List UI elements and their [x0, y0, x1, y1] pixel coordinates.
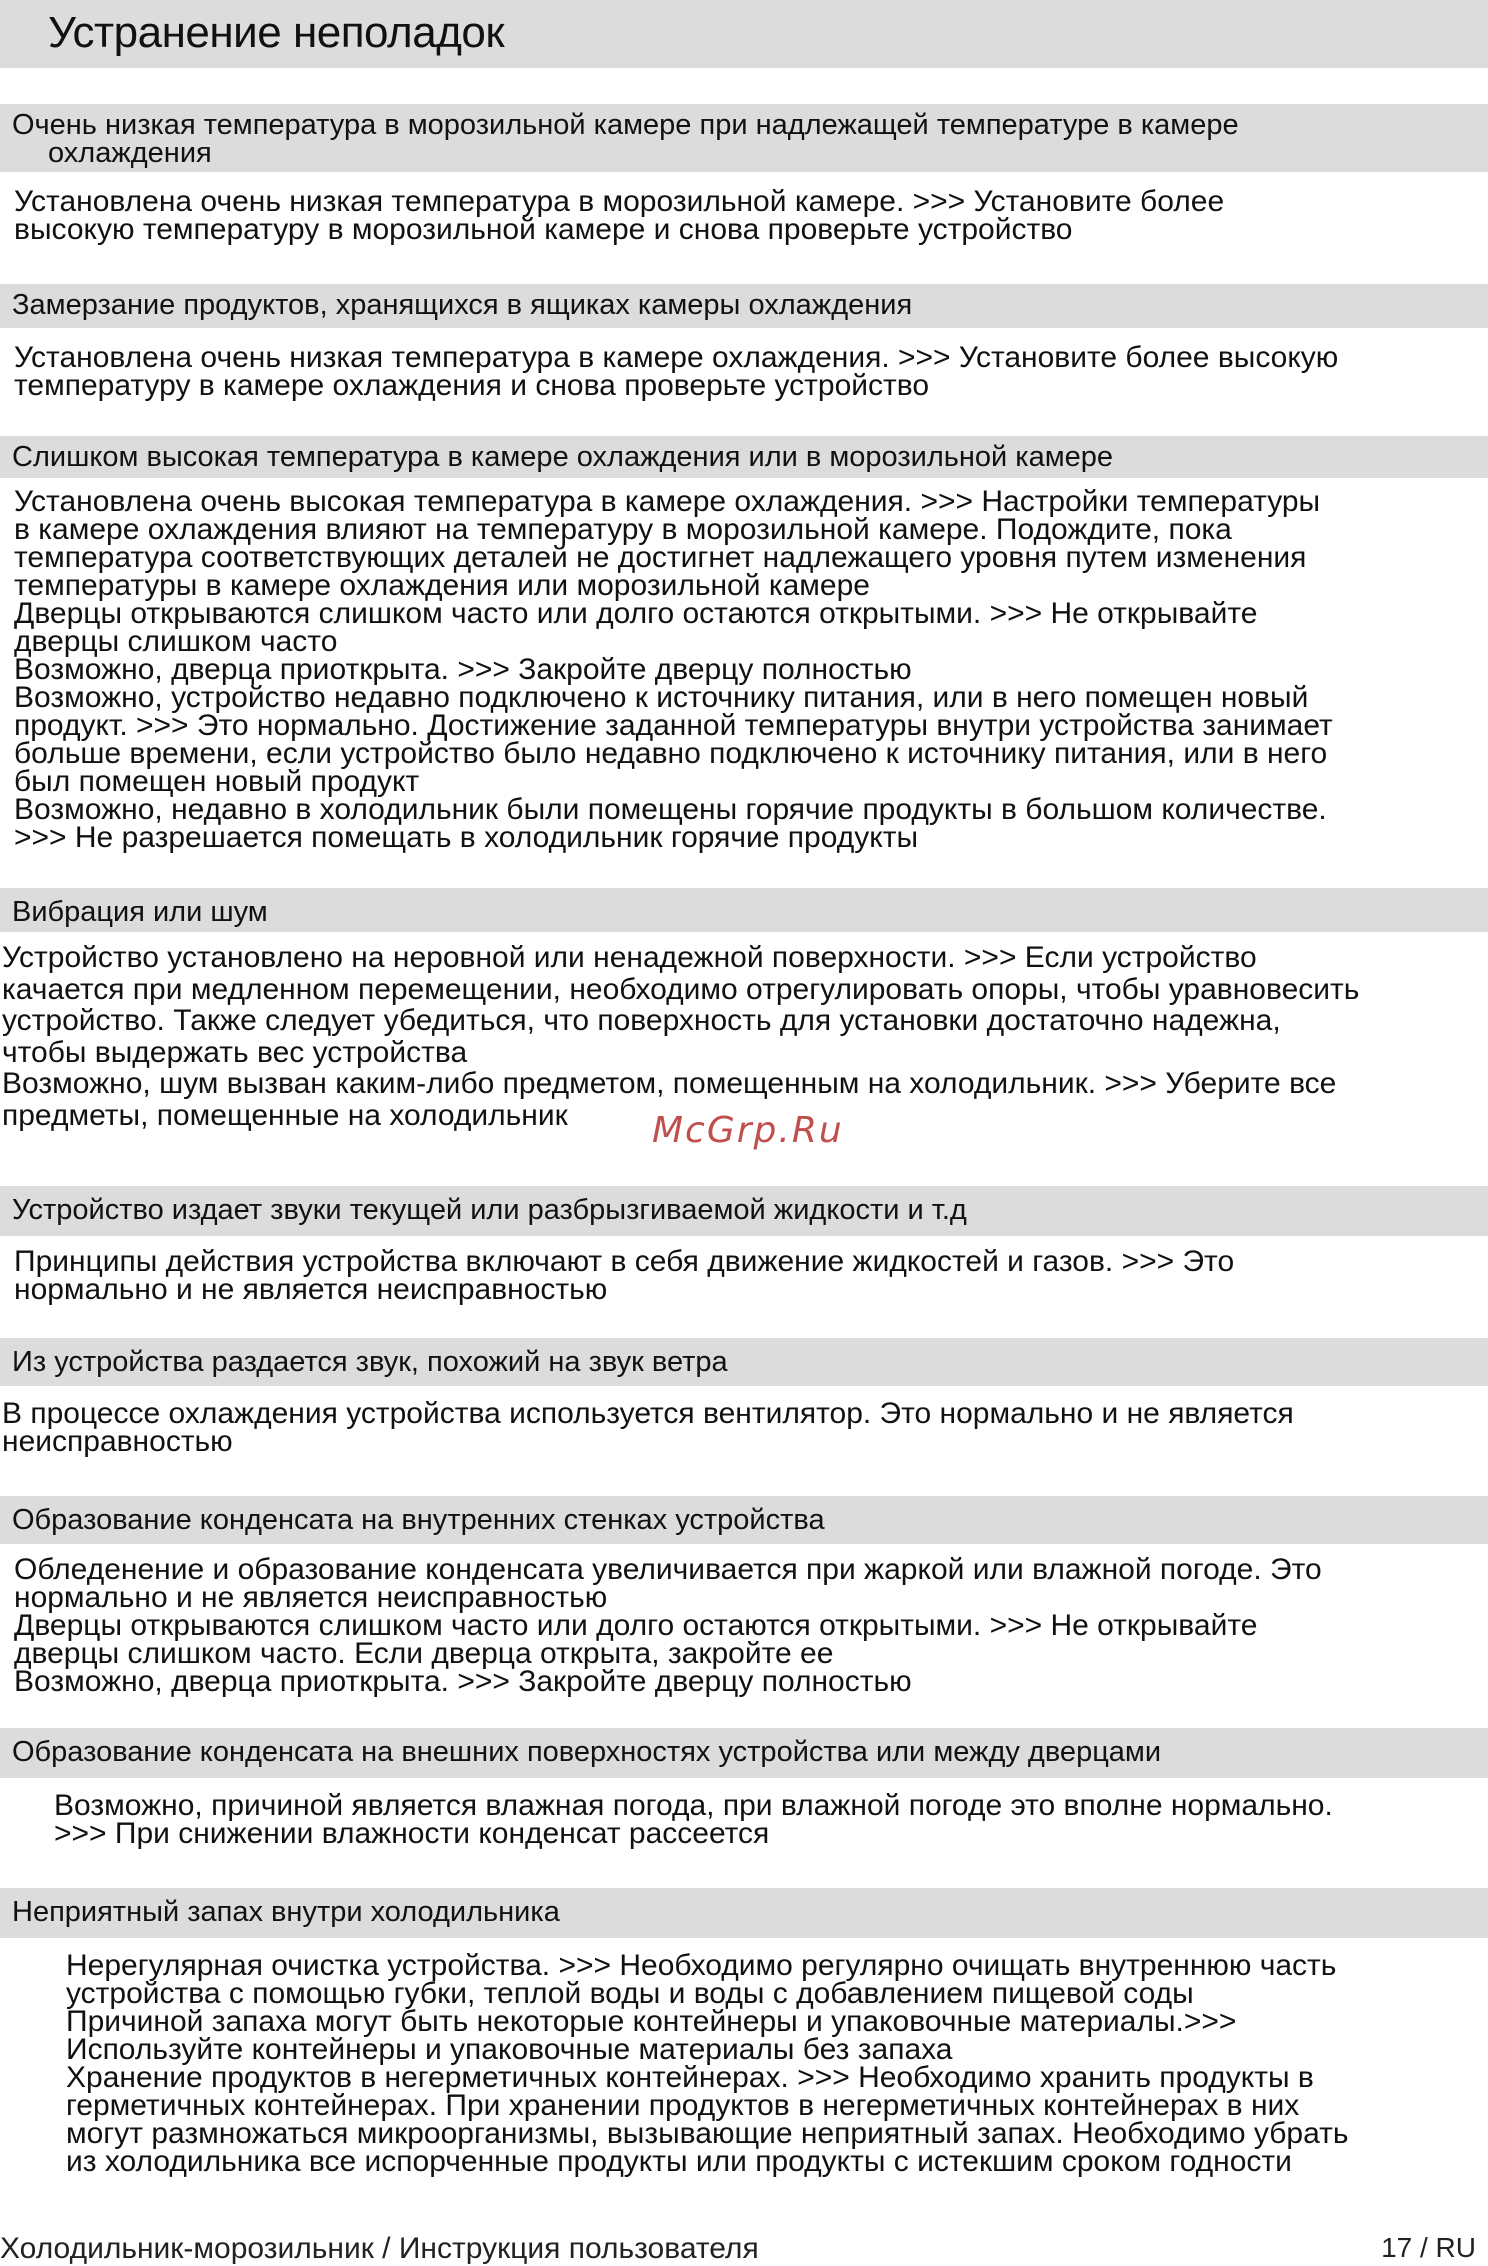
- body-line: качается при медленном перемещении, необходимо отрегулировать опоры, чтобы уравновесить: [2, 972, 1360, 1006]
- body-line: температуры в камере охлаждения или морозильной камере: [14, 569, 870, 602]
- section-header: [0, 1728, 1488, 1778]
- footer-page-number: 17 / RU: [1381, 2232, 1476, 2263]
- body-line: Принципы действия устройства включают в себя движение жидкостей и газов. >>> Это: [14, 1245, 1235, 1278]
- body-line: Причиной запаха могут быть некоторые контейнеры и упаковочные материалы.>>>: [66, 2005, 1237, 2038]
- body-line: >>> Не разрешается помещать в холодильник горячие продукты: [14, 821, 919, 854]
- watermark: McGrp.Ru: [652, 1110, 844, 1151]
- section-header-line: Образование конденсата на внутренних стенках устройства: [12, 1504, 825, 1536]
- body-line: Установлена очень высокая температура в камере охлаждения. >>> Настройки температуры: [14, 485, 1321, 518]
- body-line: В процессе охлаждения устройства используется вентилятор. Это нормально и не является: [2, 1397, 1294, 1430]
- section-header-line: Вибрация или шум: [12, 896, 268, 928]
- body-line: Обледенение и образование конденсата увеличивается при жаркой или влажной погоде. Это: [14, 1553, 1322, 1586]
- page-title-bar: [0, 0, 1488, 68]
- section-header-line: Очень низкая температура в морозильной камере при надлежащей температуре в камере: [12, 109, 1239, 141]
- section-body: [2, 1397, 1294, 1458]
- section-body: [54, 1789, 1333, 1850]
- body-line: больше времени, если устройство было недавно подключено к источнику питания, или в него: [14, 737, 1328, 770]
- section-header-line: Слишком высокая температура в камере охлаждения или в морозильной камере: [12, 441, 1114, 473]
- body-line: температура соответствующих деталей не достигнет надлежащего уровня путем изменения: [14, 541, 1307, 574]
- body-line: Установлена очень низкая температура в камере охлаждения. >>> Установите более высокую: [14, 341, 1339, 374]
- body-line: неисправностью: [2, 1425, 233, 1458]
- section-body: [66, 1949, 1349, 2178]
- section-body: [14, 485, 1333, 854]
- body-line: нормально и не является неисправностью: [14, 1273, 608, 1306]
- body-line: Возможно, дверца приоткрыта. >>> Закройте дверцу полностью: [14, 653, 912, 686]
- body-line: Возможно, недавно в холодильник были помещены горячие продукты в большом количестве.: [14, 793, 1327, 826]
- body-line: Возможно, шум вызван каким-либо предметом, помещенным на холодильник. >>> Уберите все: [2, 1067, 1337, 1100]
- body-line: Возможно, дверца приоткрыта. >>> Закройте дверцу полностью: [14, 1665, 912, 1698]
- section-body: [14, 1553, 1322, 1698]
- body-line: Установлена очень низкая температура в морозильной камере. >>> Установите более: [14, 185, 1225, 218]
- body-line: Хранение продуктов в негерметичных контейнерах. >>> Необходимо хранить продукты в: [66, 2061, 1314, 2094]
- body-line: дверцы слишком часто. Если дверца открыта, закройте ее: [14, 1637, 834, 1670]
- body-line: Используйте контейнеры и упаковочные материалы без запаха: [66, 2033, 953, 2066]
- body-line: устройство. Также следует убедиться, что поверхность для установки достаточно надежна,: [2, 1004, 1281, 1037]
- section-header-line: Неприятный запах внутри холодильника: [12, 1896, 560, 1928]
- body-line: >>> При снижении влажности конденсат рассеется: [54, 1817, 770, 1850]
- body-line: нормально и не является неисправностью: [14, 1581, 608, 1614]
- body-line: из холодильника все испорченные продукты или продукты с истекшим сроком годности: [66, 2145, 1292, 2178]
- section-header: [0, 436, 1488, 478]
- body-line: могут размножаться микроорганизмы, вызывающие неприятный запах. Необходимо убрать: [66, 2117, 1349, 2150]
- section-body: [14, 1245, 1235, 1306]
- section-header-line: Замерзание продуктов, хранящихся в ящиках камеры охлаждения: [12, 289, 913, 321]
- section-header: [0, 1338, 1488, 1386]
- section-body: [14, 185, 1225, 246]
- section-header: [0, 284, 1488, 328]
- body-line: предметы, помещенные на холодильник: [2, 1098, 568, 1132]
- section-body: [2, 942, 1359, 1131]
- section-header: [0, 1888, 1488, 1938]
- section-header-line: охлаждения: [48, 137, 212, 169]
- body-line: был помещен новый продукт: [14, 765, 420, 798]
- body-line: Нерегулярная очистка устройства. >>> Необходимо регулярно очищать внутреннюю часть: [66, 1949, 1337, 1982]
- section-header: [0, 1496, 1488, 1544]
- section-header-line: Образование конденсата на внешних поверхностях устройства или между дверцами: [12, 1736, 1162, 1768]
- body-line: в камере охлаждения влияют на температуру в морозильной камере. Подождите, пока: [14, 513, 1232, 546]
- body-line: герметичных контейнерах. При хранении продуктов в негерметичных контейнерах в них: [66, 2089, 1300, 2122]
- section-body: [14, 341, 1339, 402]
- body-line: дверцы слишком часто: [14, 625, 338, 658]
- section-header-line: Устройство издает звуки текущей или разбрызгиваемой жидкости и т.д: [12, 1194, 967, 1226]
- footer-document-title: Холодильник-морозильник / Инструкция пользователя: [0, 2232, 759, 2265]
- body-line: Возможно, причиной является влажная погода, при влажной погоде это вполне нормально.: [54, 1789, 1333, 1822]
- body-line: продукт. >>> Это нормально. Достижение заданной температуры внутри устройства занимает: [14, 709, 1333, 742]
- section-header: [0, 888, 1488, 932]
- body-line: Дверцы открываются слишком часто или долго остаются открытыми. >>> Не открывайте: [14, 597, 1258, 630]
- body-line: чтобы выдержать вес устройства: [2, 1035, 468, 1069]
- body-line: устройства с помощью губки, теплой воды и воды с добавлением пищевой соды: [66, 1977, 1194, 2010]
- body-line: Возможно, устройство недавно подключено к источнику питания, или в него помещен новый: [14, 681, 1309, 714]
- body-line: температуру в камере охлаждения и снова проверьте устройство: [14, 369, 930, 402]
- page-title: Устранение неполадок: [48, 8, 505, 57]
- body-line: Дверцы открываются слишком часто или долго остаются открытыми. >>> Не открывайте: [14, 1609, 1258, 1642]
- body-line: высокую температуру в морозильной камере и снова проверьте устройство: [14, 213, 1073, 246]
- section-header-line: Из устройства раздается звук, похожий на звук ветра: [12, 1346, 728, 1378]
- section-header: [0, 104, 1488, 172]
- body-line: Устройство установлено на неровной или ненадежной поверхности. >>> Если устройство: [2, 941, 1257, 974]
- section-header: [0, 1186, 1488, 1236]
